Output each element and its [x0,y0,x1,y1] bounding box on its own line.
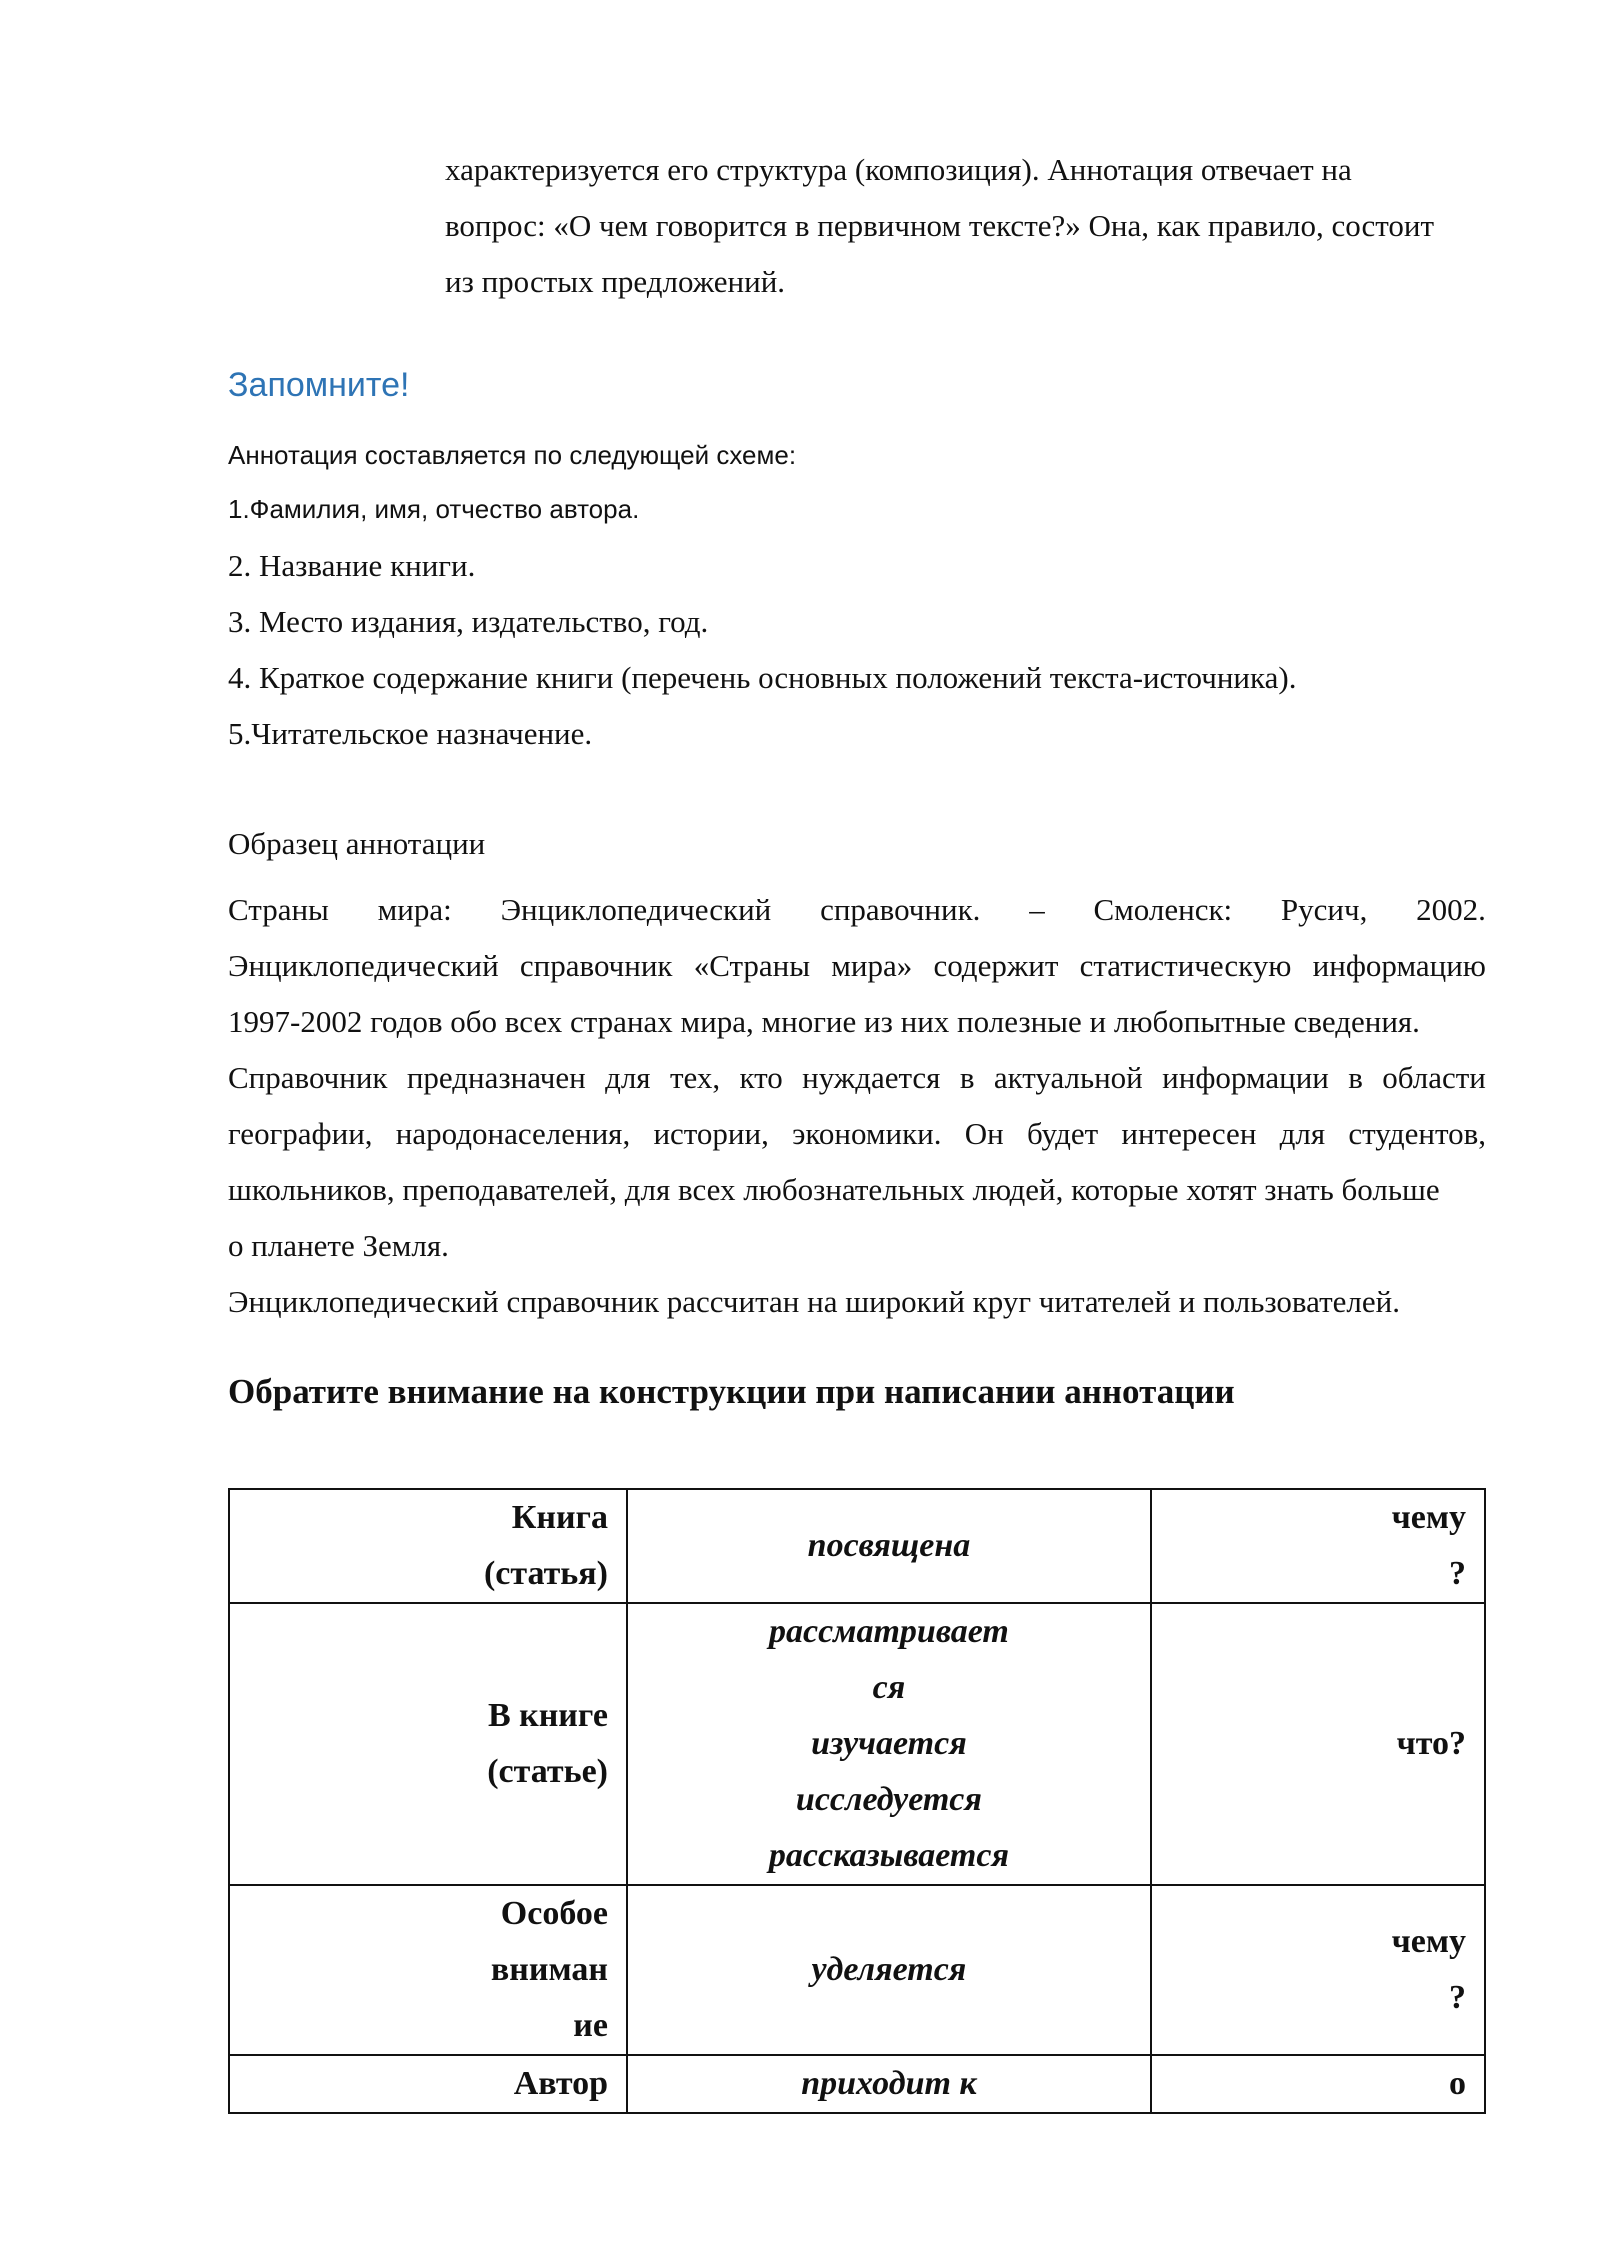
word: истории, [653,1116,769,1151]
scheme-item: 4. Краткое содержание книги (перечень основных положений текста-источника). [228,660,1297,695]
word: для [1279,1116,1326,1151]
subject-cell [229,2055,627,2113]
cell-text: ся [872,1669,906,1706]
word: кто [739,1060,783,1095]
subject-cell [229,1885,627,2055]
word: Он [964,1116,1004,1151]
sample-line: 1997-2002 годов обо всех странах мира, многие из них полезные и любопытные сведения. [228,1004,1420,1039]
subject-cell [229,1603,627,1885]
word: тех, [669,1060,721,1095]
cell-text: что? [1396,1725,1466,1762]
word: для [605,1060,651,1095]
word: области [1382,1060,1486,1095]
scheme-list [228,538,1488,762]
question-cell [1151,1603,1485,1885]
cell-text: (статья) [483,1555,608,1592]
verb-cell [627,1603,1151,1885]
table-heading: Обратите внимание на конструкции при написании аннотации [228,1372,1235,1411]
word: содержит [933,948,1059,983]
cell-text: рассказывается [768,1837,1009,1874]
question-cell [1151,1489,1485,1603]
cell-text: чему [1391,1499,1466,1536]
word: Русич, [1280,892,1368,927]
cell-text: ? [1449,1555,1466,1592]
cell-text: изучается [811,1725,967,1762]
sample-line: о планете Земля. [228,1228,449,1263]
cell-text: о [1449,2065,1466,2102]
intro-line: вопрос: «О чем говорится в первичном тексте?» Она, как правило, состоит [445,208,1435,243]
word: Смоленск: [1093,892,1233,927]
cell-text: приходит к [801,2065,977,2102]
word: 2002. [1416,892,1486,927]
sample-line [228,938,1486,994]
intro-line: характеризуется его структура (композиция). Аннотация отвечает на [445,152,1352,187]
cell-text: уделяется [811,1951,967,1988]
sample-title: Образец аннотации [228,826,486,861]
scheme-item: 3. Место издания, издательство, год. [228,604,709,639]
sample-line [228,1050,1486,1106]
word: будет [1026,1116,1099,1151]
word: в [1348,1060,1363,1095]
table-row [229,1603,1485,1885]
cell-text: Автор [513,2065,608,2102]
cell-text: вниман [490,1951,608,1988]
intro-paragraph [445,142,1475,310]
word: студентов, [1348,1116,1486,1151]
sample-line [228,882,1486,938]
cell-text: рассматривает [768,1613,1009,1650]
cell-text: ие [573,2007,608,2044]
word: народонаселения, [395,1116,631,1151]
sample-paragraph [228,882,1486,1330]
sample-line: Энциклопедический справочник рассчитан на широкий круг читателей и пользователей. [228,1284,1400,1319]
cell-text: чему [1391,1923,1466,1960]
word: справочник. [820,892,981,927]
subject-cell [229,1489,627,1603]
verb-cell [627,1885,1151,2055]
table-row [229,2055,1485,2113]
cell-text: посвящена [807,1527,971,1564]
constructions-table-body [229,1489,1485,2113]
word: «Страны [693,948,811,983]
word: мира» [831,948,913,983]
table-row [229,1885,1485,2055]
cell-text: ? [1449,1979,1466,2016]
sample-line: школьников, преподавателей, для всех любознательных людей, которые хотят знать больше [228,1172,1440,1207]
verb-cell [627,2055,1151,2113]
question-cell [1151,2055,1485,2113]
word: Энциклопедический [500,892,772,927]
word: справочник [519,948,673,983]
cell-text: Книга [511,1499,608,1536]
word: мира: [377,892,452,927]
word: информации [1162,1060,1329,1095]
scheme-lead: Аннотация составляется по следующей схеме: [228,440,797,470]
cell-text: В книге [487,1697,608,1734]
word: предназначен [406,1060,586,1095]
remember-heading: Запомните! [228,366,410,404]
word: в [959,1060,975,1095]
table-row [229,1489,1485,1603]
cell-text: Особое [500,1895,608,1932]
word: – [1029,892,1045,927]
word: актуальной [993,1060,1143,1095]
word: экономики. [792,1116,942,1151]
constructions-table [228,1488,1486,2114]
sample-line [228,1106,1486,1162]
word: Страны [228,892,329,927]
word: информацию [1312,948,1486,983]
intro-line: из простых предложений. [445,264,786,299]
word: Энциклопедический [228,948,499,983]
word: географии, [228,1116,373,1151]
word: Справочник [228,1060,388,1095]
scheme-item: 2. Название книги. [228,548,476,583]
cell-text: (статье) [487,1753,608,1790]
verb-cell [627,1489,1151,1603]
word: интересен [1121,1116,1257,1151]
cell-text: исследуется [795,1781,982,1818]
word: статистическую [1079,948,1292,983]
scheme-item: 1.Фамилия, имя, отчество автора. [228,494,640,524]
word: нуждается [802,1060,941,1095]
scheme-item: 5.Читательское назначение. [228,716,593,751]
question-cell [1151,1885,1485,2055]
